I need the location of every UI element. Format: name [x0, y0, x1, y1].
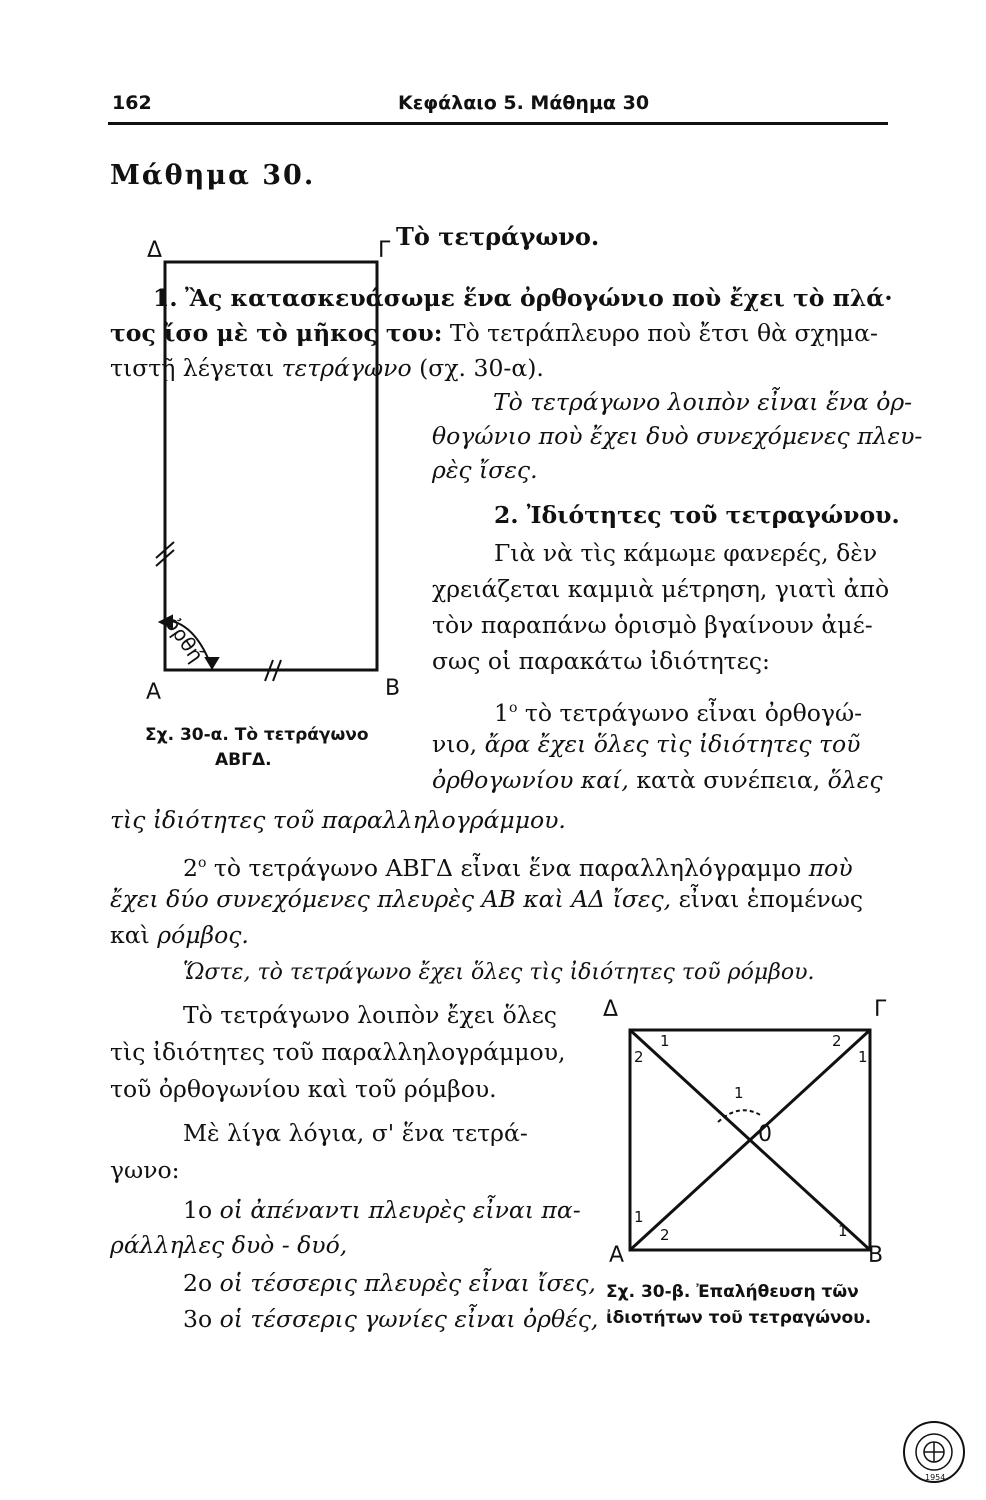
svg-text:1954: 1954 — [925, 1473, 946, 1482]
in-short-line-2: γωνο: — [110, 1156, 180, 1184]
fig-a-label-B: Β — [385, 676, 401, 701]
section-2-line-2: χρειάζεται καμμιὰ μέτρηση, γιατὶ ἀπὸ — [432, 575, 890, 603]
figure-30b-square — [600, 1010, 900, 1260]
fig-a-caption-1: Σχ. 30-α. Τὸ τετράγωνο — [145, 725, 369, 745]
fig-b-angle-B1: 1 — [838, 1222, 848, 1240]
paragraph-1-line-2: τος ἴσο μὲ τὸ μῆκος του: Τὸ τετράπλευρο ποὺ ἔτσι θὰ σχημα- — [110, 319, 878, 347]
fig-b-center-label: 0 — [758, 1122, 772, 1147]
property-1-line-3: ὀρθογωνίου καί, κατὰ συνέπεια, ὅλες — [432, 766, 883, 794]
fig-a-label-D: Δ — [147, 238, 163, 263]
definition-line-3: ρὲς ἴσες. — [432, 456, 538, 484]
summary-line-3: τοῦ ὀρθογωνίου καὶ τοῦ ρόμβου. — [110, 1075, 497, 1103]
angle-arc-top — [718, 1110, 762, 1122]
fig-b-caption-1: Σχ. 30-β. Ἐπαλήθευση τῶν — [606, 1282, 859, 1302]
foundation-seal — [898, 1416, 970, 1488]
property-2-line-1: $2^o$ τὸ τετράγωνο ΑΒΓΔ εἶναι ἕνα παραλληλόγραμμο ποὺ — [183, 853, 853, 882]
fig-b-label-G: Γ — [874, 997, 887, 1022]
paragraph-1-line-1: 1. Ἂς κατασκευάσωμε ἕνα ὀρθογώνιο ποὺ ἔχει τὸ πλά· — [153, 284, 893, 312]
section-2-line-4: σως οἱ παρακάτω ἰδιότητες: — [432, 647, 770, 675]
fig-b-label-D: Δ — [603, 997, 619, 1022]
fig-b-angle-A1: 1 — [634, 1208, 644, 1226]
fig-b-angle-top: 1 — [734, 1084, 744, 1102]
section-2-line-1: Γιὰ νὰ τὶς κάμωμε φανερές, δὲν — [494, 539, 878, 567]
square-outline — [165, 262, 377, 670]
in-short-line-1: Μὲ λίγα λόγια, σ' ἕνα τετρά- — [183, 1119, 528, 1147]
fig-a-caption-2: ΑΒΓΔ. — [215, 750, 272, 770]
section-2-line-3: τὸν παραπάνω ὁρισμὸ βγαίνουν ἀμέ- — [432, 611, 873, 639]
property-1-line-2: νιο, ἄρα ἔχει ὅλες τὶς ἰδιότητες τοῦ — [432, 730, 861, 758]
fig-a-label-G: Γ — [378, 238, 391, 263]
fig-a-angle-label: ὀρθή — [160, 612, 209, 667]
fig-a-label-A: Α — [146, 680, 162, 705]
paragraph-1-line-3: τιστῇ λέγεται τετράγωνο (σχ. 30-α). — [110, 354, 544, 382]
running-title: Κεφάλαιο 5. Μάθημα 30 — [398, 92, 650, 114]
property-1-line-4: τὶς ἰδιότητες τοῦ παραλληλογράμμου. — [110, 806, 566, 834]
definition-line-1: Τὸ τετράγωνο λοιπὸν εἶναι ἕνα ὀρ- — [493, 388, 913, 416]
section-2-title: 2. Ἰδιότητες τοῦ τετραγώνου. — [494, 501, 900, 529]
summary-line-2: τὶς ἰδιότητες τοῦ παραλληλογράμμου, — [110, 1038, 566, 1066]
definition-line-2: θογώνιο ποὺ ἔχει δυὸ συνεχόμενες πλευ- — [432, 422, 923, 450]
list-item-1-line-1: 1ο οἱ ἀπέναντι πλευρὲς εἶναι πα- — [183, 1196, 581, 1224]
list-item-2: 2ο οἱ τέσσερις πλευρὲς εἶναι ἴσες, — [183, 1269, 596, 1297]
property-2-line-2: ἔχει δύο συνεχόμενες πλευρὲς ΑΒ καὶ ΑΔ ἴσες, εἶναι ἑπομένως — [110, 885, 864, 913]
fig-b-caption-2: ἰδιοτήτων τοῦ τετραγώνου. — [606, 1308, 872, 1328]
fig-b-label-A: Α — [609, 1243, 625, 1268]
fig-b-angle-D2: 2 — [634, 1048, 644, 1066]
fig-b-angle-G1: 1 — [858, 1048, 868, 1066]
list-item-3: 3ο οἱ τέσσερις γωνίες εἶναι ὀρθές, — [183, 1305, 599, 1333]
summary-line-1: Τὸ τετράγωνο λοιπὸν ἔχει ὅλες — [183, 1001, 557, 1029]
page-number: 162 — [112, 92, 152, 114]
section-title: Τὸ τετράγωνο. — [396, 222, 600, 251]
property-1-line-1: $1^o$ τὸ τετράγωνο εἶναι ὀρθογώ- — [494, 698, 863, 727]
fig-b-angle-A2: 2 — [660, 1226, 670, 1244]
fig-b-angle-D1: 1 — [660, 1032, 670, 1050]
property-2-line-3: καὶ ρόμβος. — [110, 921, 249, 949]
conclusion-line: Ὥστε, τὸ τετράγωνο ἔχει ὅλες τὶς ἰδιότητες τοῦ ρόμβου. — [183, 960, 815, 985]
fig-b-angle-G2: 2 — [832, 1032, 842, 1050]
fig-b-label-B: Β — [868, 1243, 884, 1268]
header-rule — [108, 122, 888, 125]
lesson-title: Μάθημα 30. — [110, 160, 316, 191]
list-item-1-line-2: ράλληλες δυὸ - δυό, — [110, 1231, 348, 1259]
